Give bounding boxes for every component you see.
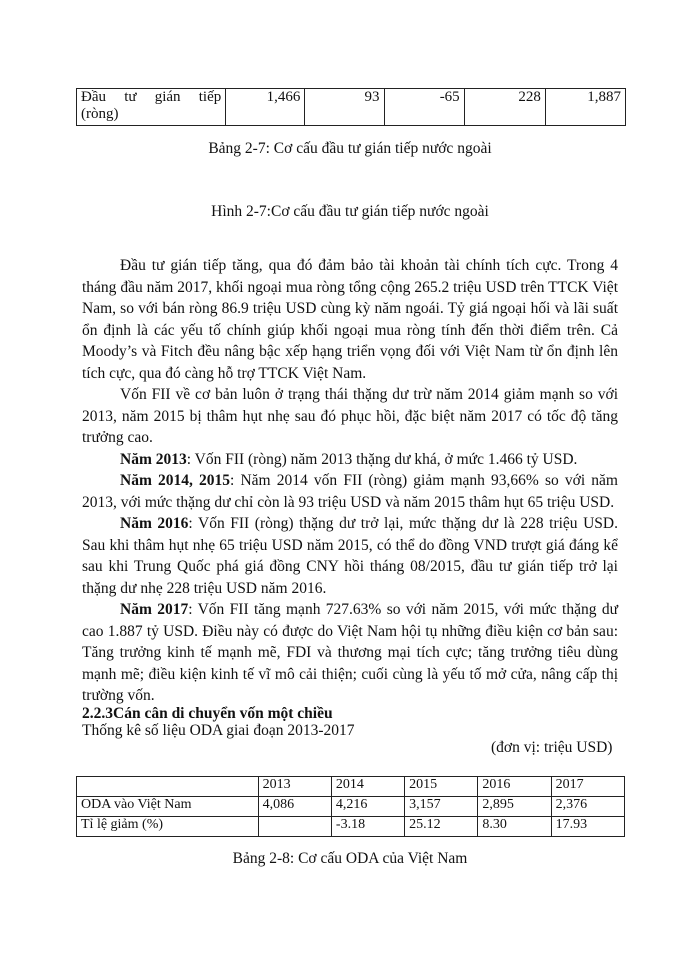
fii-value: 93 — [305, 89, 384, 126]
fii-value: 228 — [464, 89, 545, 126]
paragraph: Năm 2016: Vốn FII (ròng) thặng dư trở lại, mức thặng dư là 228 triệu USD. Sau khi thâm hụt nhẹ 65 triệu USD năm 2015, có thể do đồng VND trượt giá đáng kể sau khi Trung Quốc phá giá đồng CNY hồi tháng 08/2015, đầu tư gián tiếp trở lại thặng dư nhẹ 228 triệu USD năm 2016. — [82, 515, 618, 597]
year-header: 2017 — [551, 777, 624, 797]
table-caption-oda: Bảng 2-8: Cơ cấu ODA của Việt Nam — [232, 850, 468, 867]
paragraph: Năm 2017: Vốn FII tăng mạnh 727.63% so với năm 2015, với mức thặng dư cao 1.887 tỷ USD. Điều này có được do Việt Nam hội tụ những điều kiện cơ bản sau: Tăng trưởng kinh tế mạnh mẽ, FDI và thương mại tích cực; tăng trưởng tiêu dùng mạnh mẽ; điều kiện kinh tế vĩ mô cải thiện; cuối cùng là yếu tố mở cửa, nâng cấp thị trường vốn. — [82, 601, 618, 704]
table-cell: 3,157 — [405, 797, 478, 817]
table-caption-fii: Bảng 2-7: Cơ cấu đầu tư gián tiếp nước ngoài — [208, 140, 492, 157]
fii-value: 1,887 — [545, 89, 625, 126]
table-row — [77, 797, 625, 817]
year-header: 2014 — [331, 777, 404, 797]
paragraph: Đầu tư gián tiếp tăng, qua đó đảm bảo tài khoản tài chính tích cực. Trong 4 tháng đầu năm 2017, khối ngoại mua ròng tổng cộng 265.2 triệu USD trên TTCK Việt Nam, so với bán ròng 86.9 triệu USD cùng kỳ năm ngoái. Tỷ giá ngoại hối và lãi suất ổn định là các yếu tố chính giúp khối ngoại mua ròng tính đến thời điểm trên. Cả Moody’s và Fitch đều nâng bậc xếp hạng triển vọng đối với Việt Nam từ ổn định lên tích cực, qua đó càng hỗ trợ TTCK Việt Nam. — [82, 257, 618, 382]
section-heading: 2.2.3Cán cân di chuyển vốn một chiều — [82, 705, 333, 722]
row-label: Tỉ lệ giảm (%) — [77, 817, 259, 837]
unit-label: (đơn vị: triệu USD) — [491, 739, 613, 756]
table-cell: 8.30 — [478, 817, 551, 837]
figure-caption-fii: Hình 2-7:Cơ cấu đầu tư gián tiếp nước ngoài — [211, 203, 489, 220]
subheading: Thống kê số liệu ODA giai đoạn 2013-2017 — [82, 722, 355, 739]
fii-row-label: Đầu tư gián tiếp (ròng) — [77, 89, 226, 126]
table-row — [77, 817, 625, 837]
table-cell: 25.12 — [405, 817, 478, 837]
year-header: 2015 — [405, 777, 478, 797]
table-row — [77, 89, 626, 126]
table-cell: 4,086 — [258, 797, 331, 817]
paragraph: Năm 2014, 2015: Năm 2014 vốn FII (ròng) giảm mạnh 93,66% so với năm 2013, với mức thặng dư chỉ còn là 93 triệu USD và năm 2015 thâm hụt 65 triệu USD. — [82, 472, 618, 511]
body-text — [82, 255, 618, 707]
table-cell: -3.18 — [331, 817, 404, 837]
table-cell — [77, 777, 259, 797]
year-header: 2013 — [258, 777, 331, 797]
fii-value: 1,466 — [226, 89, 305, 126]
oda-table — [76, 776, 625, 837]
paragraph: Năm 2013: Vốn FII (ròng) năm 2013 thặng dư khá, ở mức 1.466 tỷ USD. — [120, 450, 578, 468]
table-cell: 2,895 — [478, 797, 551, 817]
table-row — [77, 777, 625, 797]
fii-value: -65 — [384, 89, 464, 126]
row-label: ODA vào Việt Nam — [77, 797, 259, 817]
table-cell: 17.93 — [551, 817, 624, 837]
table-cell — [258, 817, 331, 837]
table-cell: 2,376 — [551, 797, 624, 817]
year-header: 2016 — [478, 777, 551, 797]
fii-table — [76, 88, 626, 126]
table-cell: 4,216 — [331, 797, 404, 817]
paragraph: Vốn FII về cơ bản luôn ở trạng thái thặng dư trừ năm 2014 giảm mạnh so với 2013, năm 2015 bị thâm hụt nhẹ sau đó phục hồi, đặc biệt năm 2017 có tốc độ tăng trưởng cao. — [82, 386, 618, 446]
